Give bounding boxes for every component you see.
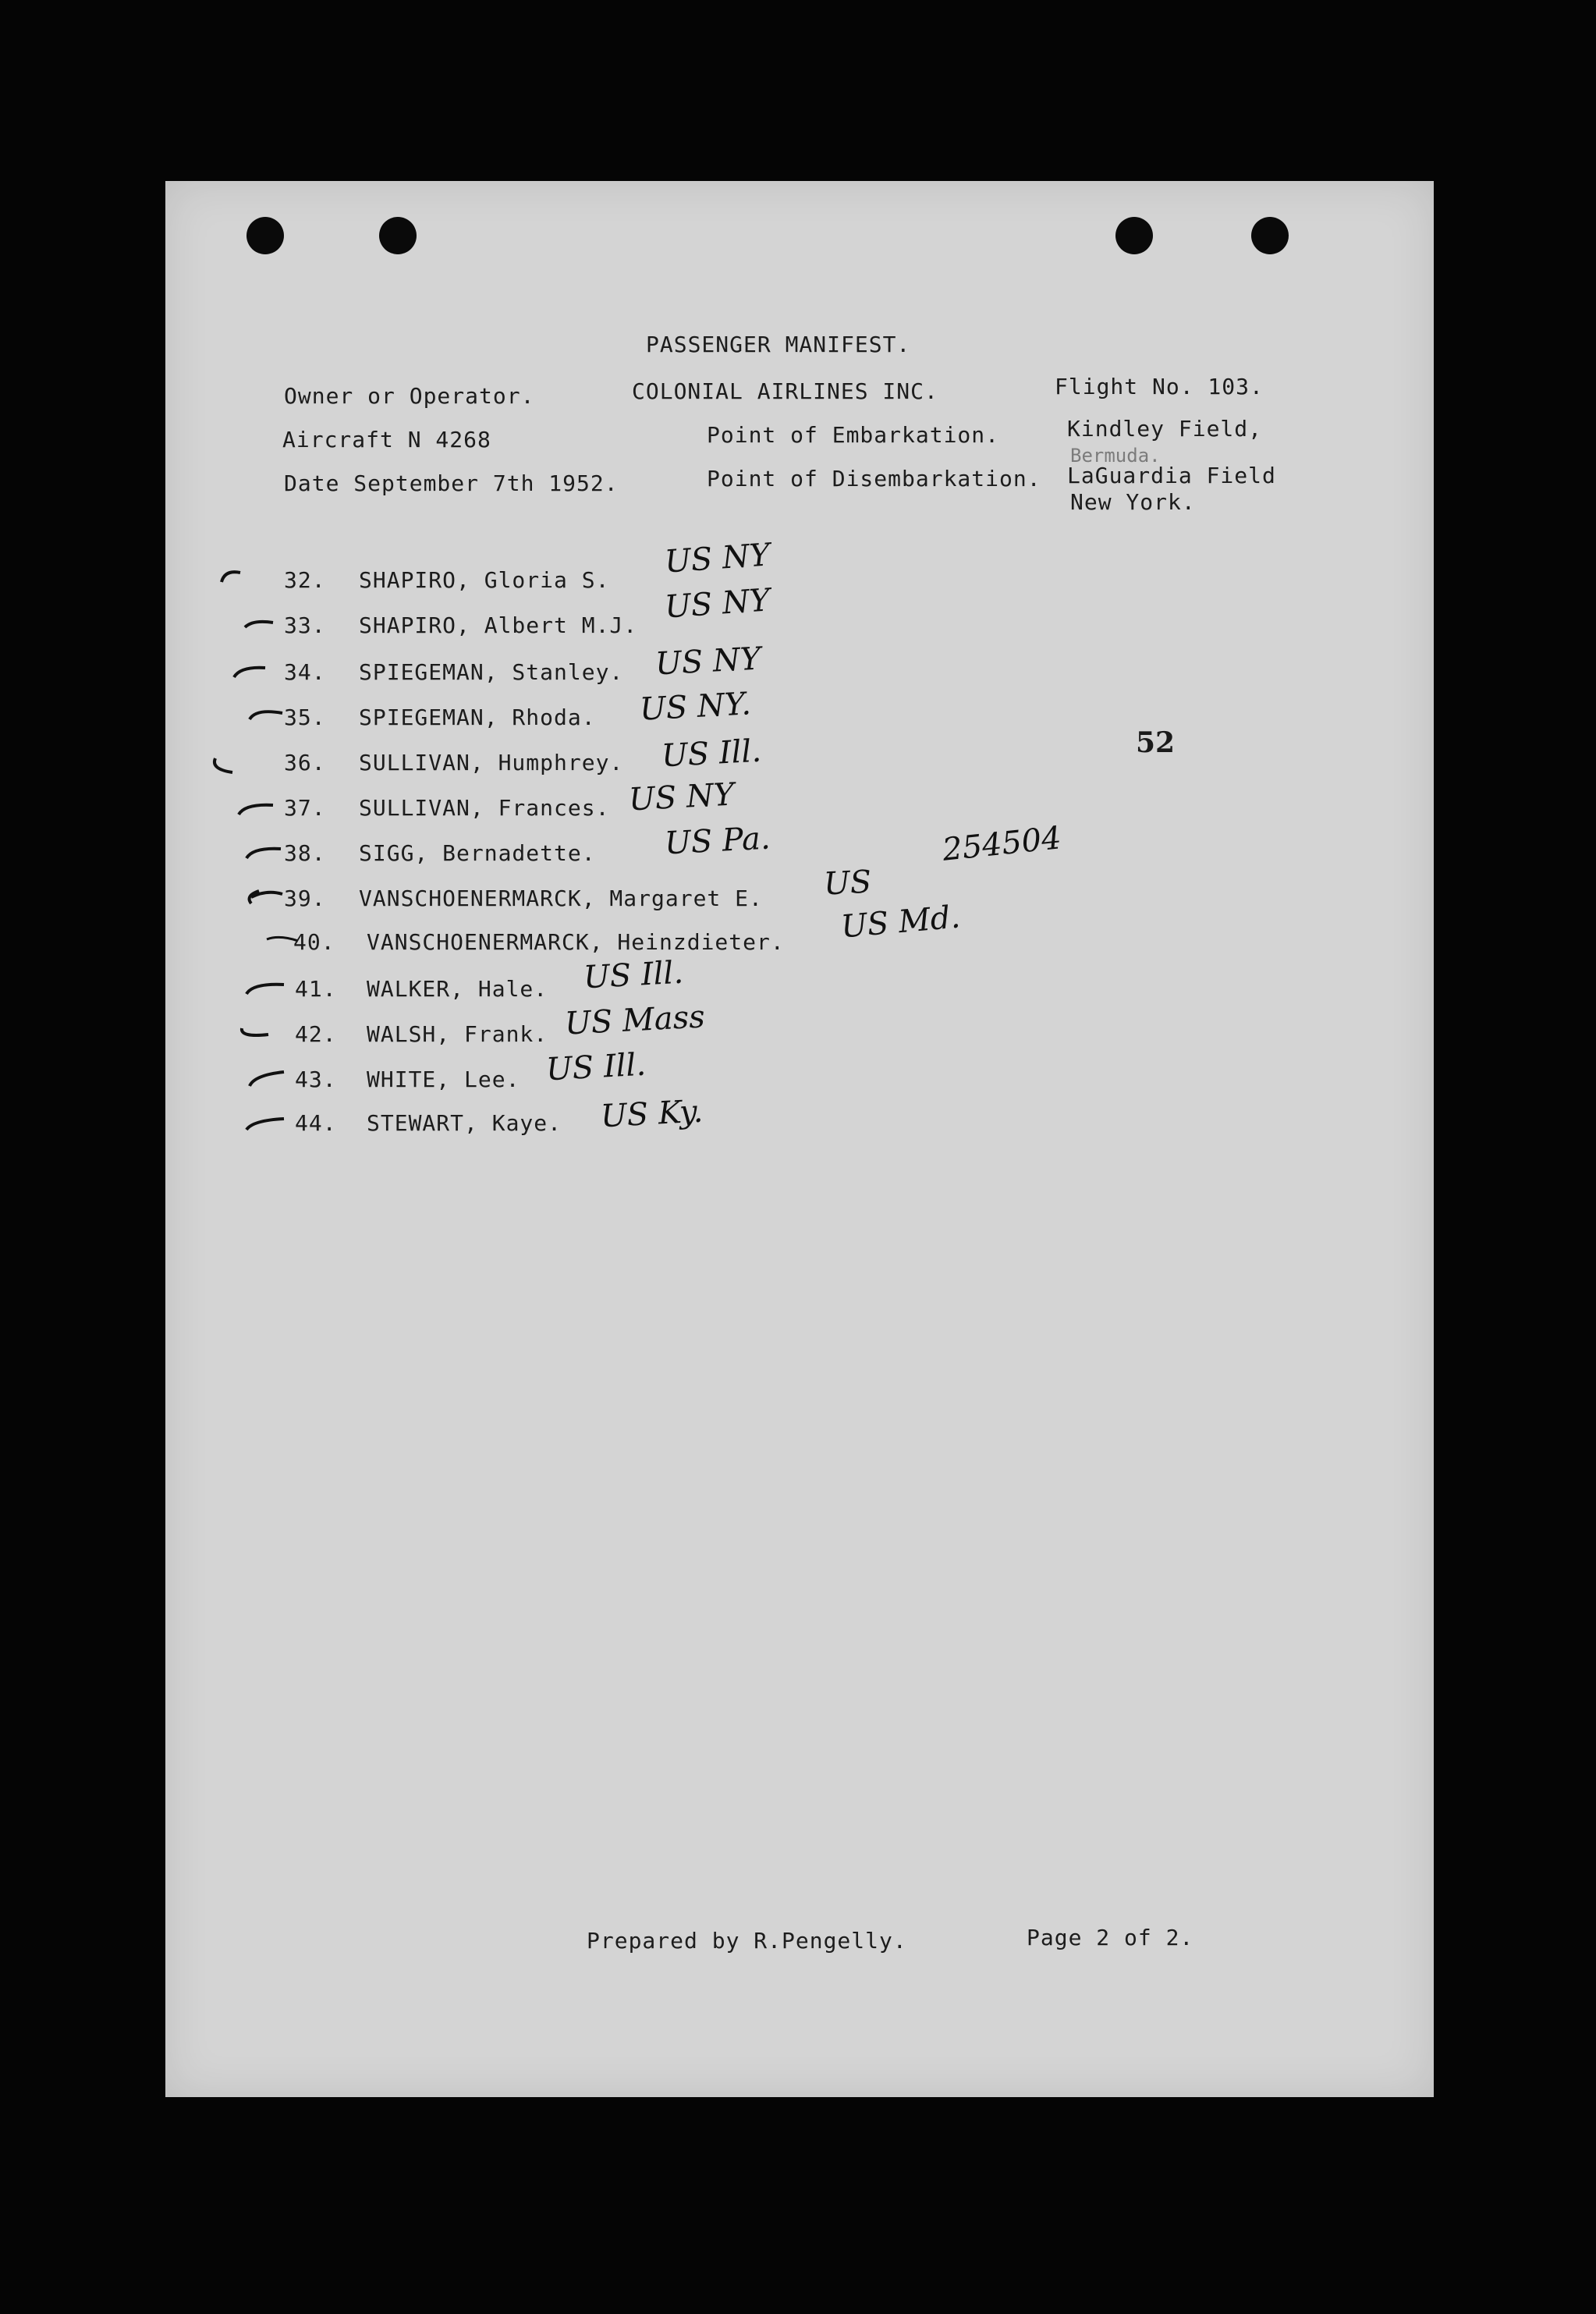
passenger-number: 44. [295, 1110, 337, 1136]
handwritten-annotation: US NY [654, 641, 762, 683]
aircraft: Aircraft N 4268 [282, 427, 491, 453]
passenger-number: 38. [284, 840, 326, 866]
date: Date September 7th 1952. [284, 470, 619, 496]
handwritten-annotation: US Mass [563, 999, 706, 1042]
passenger-number: 43. [295, 1066, 337, 1092]
check-mark-icon [209, 755, 256, 774]
check-mark-icon [243, 1114, 290, 1133]
embarkation-value: Kindley Field, [1067, 416, 1263, 442]
handwritten-annotation: US Pa. [663, 820, 771, 862]
check-mark-icon [243, 843, 290, 861]
passenger-name: SPIEGEMAN, Stanley. [359, 659, 624, 685]
handwritten-annotation: US [822, 864, 873, 903]
manifest-page [165, 181, 1434, 2097]
check-mark-icon [243, 888, 290, 907]
punch-hole [246, 217, 284, 254]
handwritten-annotation: US NY. [638, 686, 752, 728]
passenger-number: 32. [284, 567, 326, 593]
passenger-name: STEWART, Kaye. [367, 1110, 562, 1136]
handwritten-annotation: US NY [663, 582, 771, 626]
page-indicator: Page 2 of 2. [1027, 1925, 1194, 1950]
handwritten-annotation: US Ill. [544, 1046, 647, 1088]
disembarkation-label: Point of Disembarkation. [707, 466, 1041, 492]
punch-hole [1251, 217, 1289, 254]
passenger-number: 34. [284, 659, 326, 685]
passenger-number: 41. [295, 976, 337, 1002]
punch-hole [1115, 217, 1153, 254]
check-mark-icon [236, 799, 282, 818]
handwritten-annotation: US Ill. [660, 733, 763, 775]
passenger-name: SHAPIRO, Gloria S. [359, 567, 610, 593]
passenger-number: 40. [293, 929, 335, 955]
embarkation-value-2: Bermuda. [1070, 445, 1161, 467]
owner-label: Owner or Operator. [284, 383, 535, 409]
handwritten-note: 254504 [941, 820, 1063, 868]
check-mark-icon [243, 978, 290, 997]
manifest-title: PASSENGER MANIFEST. [646, 332, 911, 357]
passenger-number: 42. [295, 1021, 337, 1047]
passenger-name: VANSCHOENERMARCK, Heinzdieter. [367, 929, 785, 955]
passenger-name: SULLIVAN, Frances. [359, 795, 610, 821]
flight-number: Flight No. 103. [1055, 374, 1264, 399]
passenger-name: VANSCHOENERMARCK, Margaret E. [359, 885, 763, 911]
owner-value: COLONIAL AIRLINES INC. [632, 378, 938, 404]
passenger-name: SPIEGEMAN, Rhoda. [359, 704, 596, 730]
stamped-number: 52 [1136, 726, 1176, 759]
passenger-name: WALSH, Frank. [367, 1021, 548, 1047]
handwritten-annotation: US Ky. [599, 1093, 704, 1135]
prepared-by: Prepared by R.Pengelly. [587, 1928, 907, 1954]
handwritten-annotation: US NY [627, 776, 736, 818]
disembarkation-value-2: New York. [1070, 489, 1196, 515]
check-mark-icon [231, 662, 278, 680]
passenger-number: 39. [284, 885, 326, 911]
passenger-name: WALKER, Hale. [367, 976, 548, 1002]
passenger-name: SIGG, Bernadette. [359, 840, 596, 866]
passenger-name: SHAPIRO, Albert M.J. [359, 612, 638, 638]
handwritten-annotation: US Ill. [582, 954, 685, 996]
passenger-number: 36. [284, 750, 326, 775]
handwritten-annotation: US Md. [839, 899, 962, 946]
passenger-name: SULLIVAN, Humphrey. [359, 750, 624, 775]
passenger-number: 37. [284, 795, 326, 821]
disembarkation-value: LaGuardia Field [1067, 463, 1276, 488]
embarkation-label: Point of Embarkation. [707, 422, 1000, 448]
passenger-name: WHITE, Lee. [367, 1066, 520, 1092]
check-mark-icon [237, 1024, 284, 1042]
check-mark-icon [242, 615, 289, 634]
passenger-number: 35. [284, 704, 326, 730]
check-mark-icon [217, 568, 264, 587]
punch-hole [379, 217, 417, 254]
passenger-number: 33. [284, 612, 326, 638]
handwritten-annotation: US NY [663, 537, 771, 580]
check-mark-icon [246, 1069, 293, 1088]
